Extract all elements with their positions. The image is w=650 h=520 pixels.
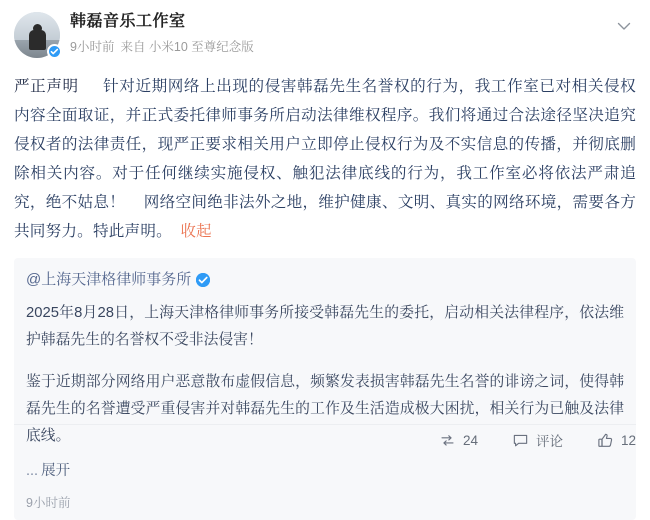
post-content-body2: 网络空间绝非法外之地，维护健康、文明、真实的网络环境，需要各方共同努力。特此声明。 [14, 194, 636, 240]
post-meta [70, 39, 254, 55]
chevron-down-icon[interactable] [614, 16, 634, 36]
comment-label: 评论 [535, 434, 563, 449]
verified-badge-icon [47, 44, 62, 59]
quoted-paragraph-1: 2025年8月28日，上海天津格律师事务所接受韩磊先生的委托，启动相关法律程序，依法维护韩磊先生的名誉权不受非法侵害！ [26, 305, 624, 348]
expand-dots: ... [26, 463, 39, 479]
expand-label[interactable]: 展开 [41, 463, 71, 479]
post-content-body: 针对近期网络上出现的侵害韩磊先生名誉权的行为，我工作室已对相关侵权内容全面取证，并正式委托律师事务所启动法律维权程序。我们将通过合法途径坚决追究侵权者的法律责任，现严正要求相关用户立即停止侵权行为及不实信息的传播，并彻底删除相关内容。对于任何继续实施侵权、触犯法律底线的行为，我工作室必将依法严肃追究，绝不姑息！ [14, 78, 636, 211]
author-info [70, 10, 254, 55]
like-icon [597, 432, 614, 449]
quoted-post-card[interactable] [14, 258, 636, 520]
repost-button[interactable] [439, 432, 478, 449]
post-content-title: 严正声明 [14, 78, 79, 95]
comment-icon [512, 432, 529, 449]
post-time: 9小时前 [70, 40, 115, 54]
collapse-link[interactable]: 收起 [180, 223, 212, 240]
avatar[interactable] [14, 12, 60, 58]
post-header [14, 10, 636, 62]
quoted-author[interactable] [26, 269, 624, 291]
quoted-post-time: 9小时前 [26, 496, 71, 510]
like-count: 12 [620, 432, 636, 448]
post-content [14, 72, 636, 246]
repost-count: 24 [462, 432, 478, 448]
comment-button[interactable] [512, 430, 563, 450]
action-bar [14, 425, 636, 455]
repost-icon [439, 432, 456, 449]
verified-badge-icon [196, 273, 210, 287]
quoted-author-name[interactable]: @上海天津格律师事务所 [26, 271, 192, 288]
expand-link[interactable] [26, 459, 624, 480]
quoted-paragraph-2: 鉴于近期部分网络用户恶意散布虚假信息，频繁发表损害韩磊先生名誉的诽谤之词，使得韩磊先生的名誉遭受严重侵害并对韩磊先生的工作及生活造成极大困扰，相关行为已触及法律底线。 [26, 374, 624, 444]
like-button[interactable] [597, 432, 636, 449]
author-nickname[interactable]: 韩磊音乐工作室 [70, 13, 186, 30]
avatar-person-body [29, 30, 46, 50]
post-source: 来自 小米10 至尊纪念版 [120, 40, 254, 54]
